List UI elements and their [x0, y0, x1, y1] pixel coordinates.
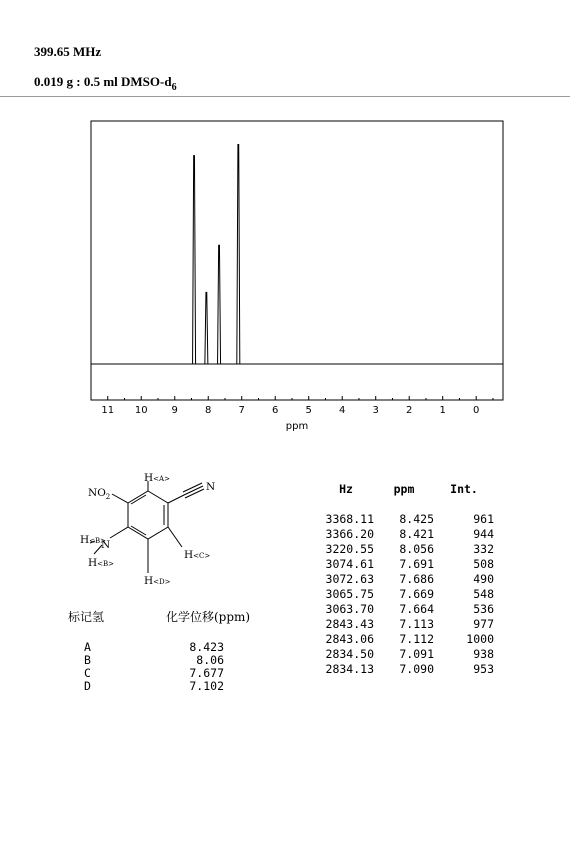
peak-int-value: 332	[473, 542, 494, 556]
header-divider	[0, 96, 570, 97]
nitro-label: $NO_2$	[88, 487, 111, 501]
peak-ppm-value: 8.056	[399, 542, 434, 556]
peak-row	[318, 602, 494, 617]
assignment-header-shift: 化学位移(ppm)	[166, 610, 251, 624]
peak-hz-value: 3072.63	[325, 572, 374, 586]
x-tick-label: 9	[171, 405, 178, 416]
peak-int-value: 536	[473, 602, 494, 616]
benzene-ring	[128, 491, 168, 539]
peak-ppm-value: 7.664	[399, 602, 434, 616]
peak-int-value: 938	[473, 647, 494, 661]
peak-ppm-value: 7.691	[399, 557, 434, 571]
peak-list-body	[318, 512, 494, 677]
peak-hz-value: 3065.75	[325, 587, 374, 601]
assignment-label: D	[84, 679, 91, 693]
peak-ppm-value: 7.669	[399, 587, 434, 601]
peak-int-value: 961	[473, 512, 494, 526]
peak-hz-value: 2843.43	[325, 617, 374, 631]
h-b2-label: H<B>	[88, 557, 115, 569]
peak-row	[318, 527, 494, 542]
peak-ppm-value: 7.090	[399, 662, 434, 676]
peak-hz-value: 3220.55	[325, 542, 374, 556]
spectrometer-frequency: 399.65 MHz	[34, 44, 102, 59]
spectrum-peak	[237, 144, 240, 364]
x-tick-label: 1	[439, 405, 446, 416]
h-b1-label: H<B>	[80, 534, 107, 546]
peak-ppm-value: 8.421	[399, 527, 434, 541]
assignment-label: B	[84, 653, 91, 667]
peak-ppm-value: 7.112	[399, 632, 434, 646]
peak-hz-value: 2834.13	[325, 662, 374, 676]
peak-row	[318, 542, 494, 557]
assignment-label: A	[84, 640, 91, 654]
x-tick-label: 10	[134, 405, 148, 416]
assignment-shift: 7.102	[189, 679, 224, 693]
peak-header-ppm: ppm	[393, 482, 415, 496]
peak-ppm-value: 7.091	[399, 647, 434, 661]
nitrile-n-label: N	[206, 481, 216, 493]
h-d-label: H<D>	[144, 575, 171, 587]
x-tick-label: 7	[238, 405, 245, 416]
peak-row	[318, 647, 494, 662]
x-tick-label: 4	[339, 405, 346, 416]
spectrum-peak	[218, 245, 221, 364]
peak-row	[318, 557, 494, 572]
x-axis-label: ppm	[285, 421, 309, 432]
x-tick-label: 11	[101, 405, 115, 416]
assignment-label: C	[84, 666, 91, 680]
peak-hz-value: 3366.20	[325, 527, 374, 541]
sample-text: 0.019 g : 0.5 ml DMSO-d	[34, 74, 172, 89]
peak-header-int: Int.	[450, 482, 478, 496]
peak-hz-value: 3074.61	[325, 557, 374, 571]
sample-subscript: 6	[171, 82, 177, 93]
peak-row	[318, 632, 494, 647]
peak-ppm-value: 7.686	[399, 572, 434, 586]
x-tick-label: 5	[305, 405, 312, 416]
x-tick-label: 6	[272, 405, 279, 416]
plot-frame	[91, 121, 503, 400]
assignment-header-label: 标记氢	[68, 610, 105, 624]
amine-n-label: N	[101, 539, 111, 551]
x-tick-label: 8	[205, 405, 212, 416]
spectrum-peak	[193, 156, 196, 364]
spectrum-peak	[205, 292, 208, 364]
peak-hz-value: 3368.11	[325, 512, 374, 526]
assignment-shift: 8.423	[189, 640, 224, 654]
peak-int-value: 508	[473, 557, 494, 571]
peak-int-value: 548	[473, 587, 494, 601]
x-tick-label: 3	[372, 405, 379, 416]
peak-row	[318, 662, 494, 677]
h-c-label: H<C>	[184, 549, 211, 561]
assignment-row	[68, 680, 250, 693]
peak-ppm-value: 7.113	[399, 617, 434, 631]
peak-row	[318, 572, 494, 587]
peak-list-table	[318, 482, 494, 677]
assignment-table	[68, 606, 250, 693]
peak-ppm-value: 8.425	[399, 512, 434, 526]
peak-int-value: 944	[473, 527, 494, 541]
peak-int-value: 977	[473, 617, 494, 631]
x-tick-label: 2	[406, 405, 413, 416]
peak-int-value: 1000	[466, 632, 494, 646]
peak-hz-value: 2834.50	[325, 647, 374, 661]
peak-row	[318, 617, 494, 632]
peak-row	[318, 587, 494, 602]
nmr-spectrum-chart	[0, 110, 570, 440]
peak-header-hz: Hz	[339, 482, 353, 496]
x-axis-ticks	[101, 396, 493, 416]
sample-description	[34, 74, 177, 93]
peak-hz-value: 2843.06	[325, 632, 374, 646]
peak-int-value: 490	[473, 572, 494, 586]
spectrum-peaks	[193, 144, 240, 364]
assignment-shift: 8.06	[196, 653, 224, 667]
peak-hz-value: 3063.70	[325, 602, 374, 616]
x-tick-label: 0	[473, 405, 480, 416]
peak-int-value: 953	[473, 662, 494, 676]
h-a-label: H<A>	[144, 472, 170, 484]
assignment-shift: 7.677	[189, 666, 224, 680]
peak-row	[318, 512, 494, 527]
molecule-structure	[72, 470, 272, 595]
